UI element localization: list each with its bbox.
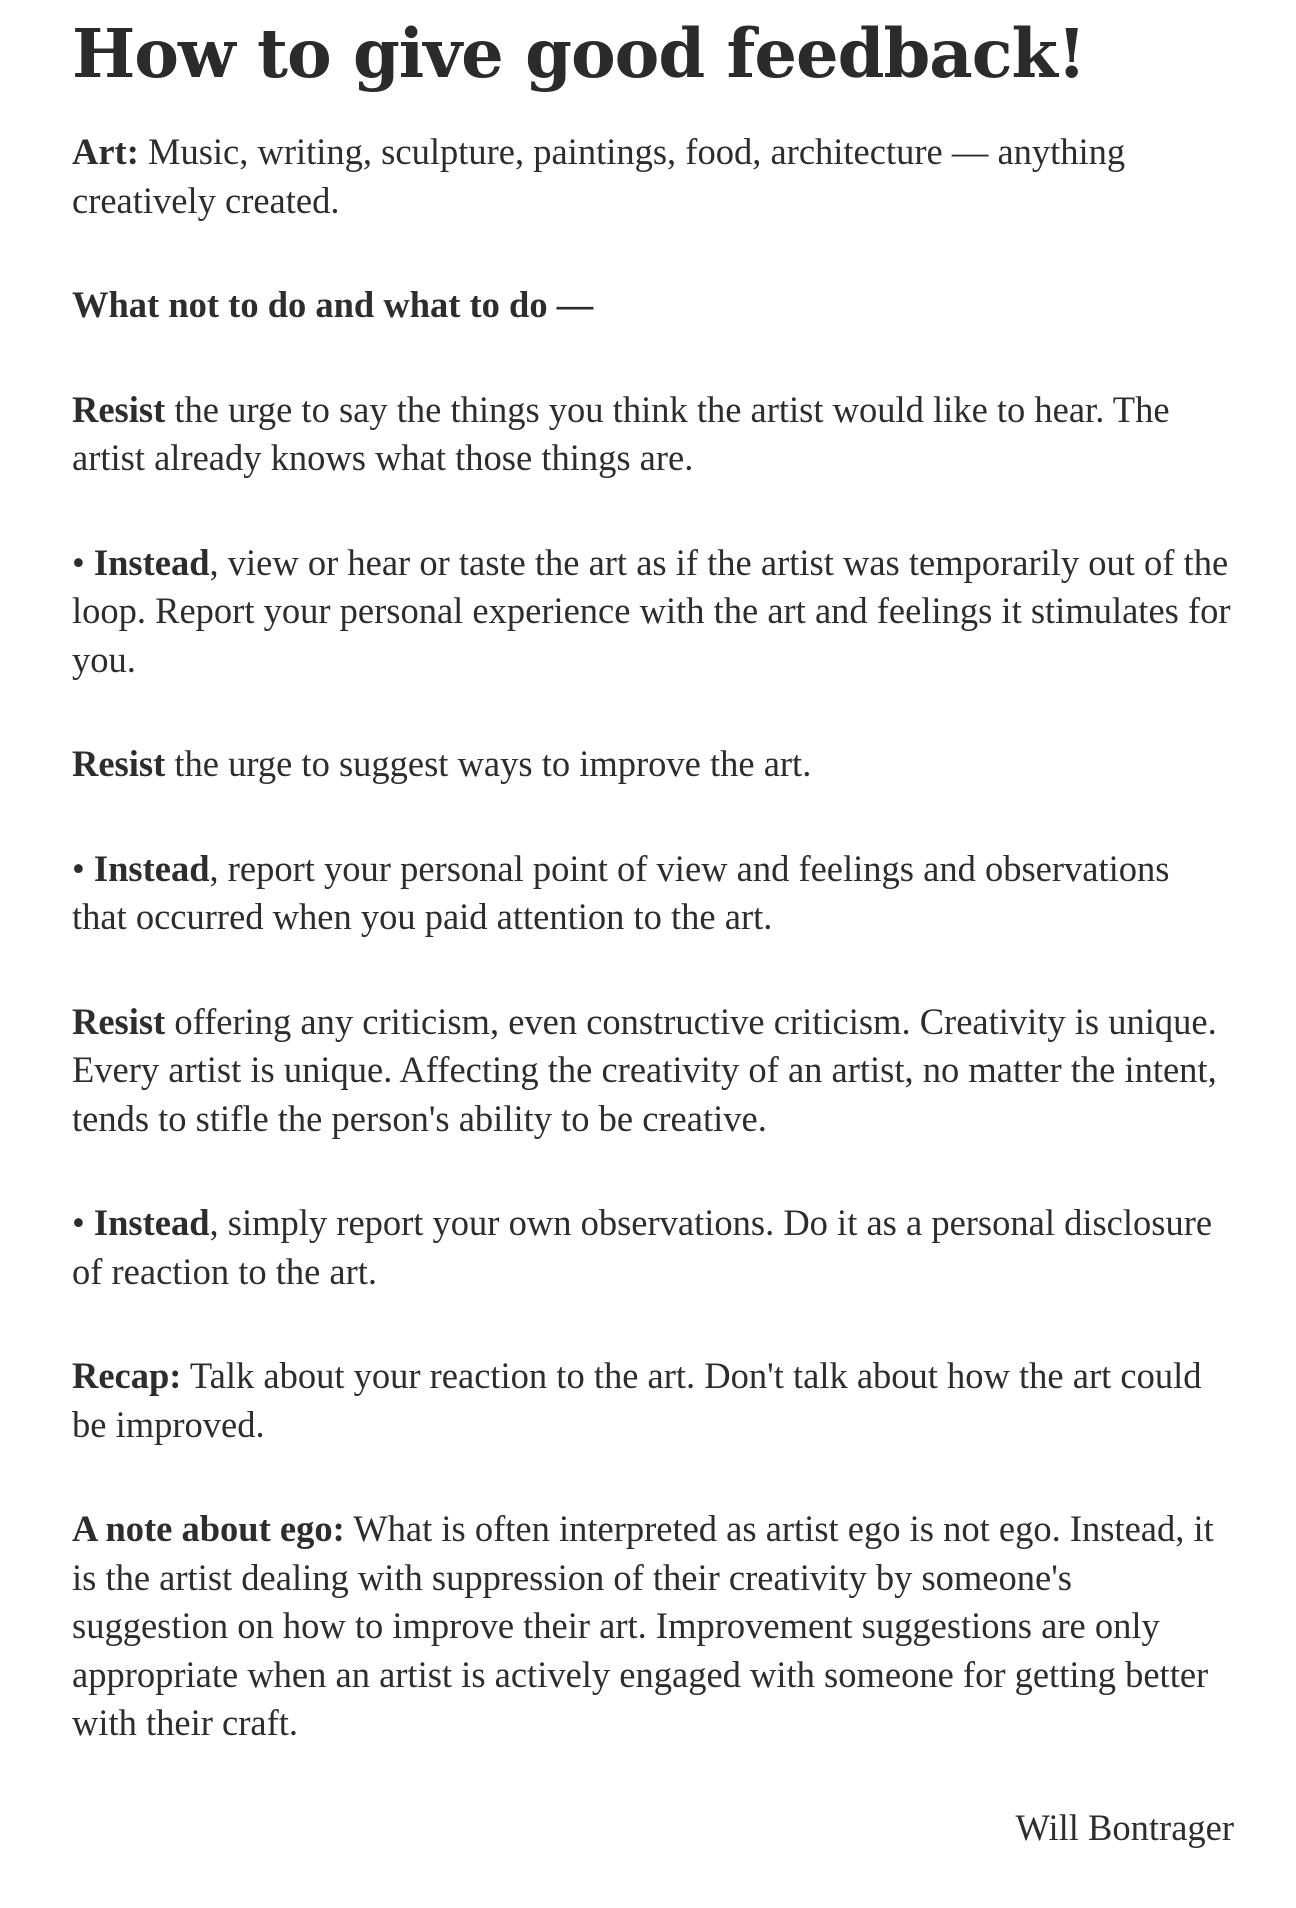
author-signature: Will Bontrager [1015,1806,1234,1848]
resist-lead: Resist [72,1000,166,1042]
ego-note-text: What is often interpreted as artist ego is not ego. Instead, it is the artist dealing with suppression of their creativity by someone's suggestion on how to improve their art. Improvement suggestions are only appropriate when an artist is actively engaged with someone for getting better with their craft. [72,1508,1214,1743]
recap-paragraph [72,1352,1232,1449]
instead-paragraph-1 [72,539,1232,685]
resist-text: offering any criticism, even constructive criticism. Creativity is unique. Every artist is unique. Affecting the creativity of an artist, no matter the intent, tends to stifle the person's ability to be creative. [72,1000,1217,1139]
resist-paragraph-1 [72,386,1232,483]
ego-note-paragraph [72,1505,1232,1748]
instead-lead: Instead [93,847,210,889]
page-title: How to give good feedback! [72,14,1086,93]
instead-paragraph-3 [72,1199,1232,1296]
bullet-icon: • [72,847,94,889]
intro-heading-text: What not to do and what to do — [72,284,594,325]
bullet-icon: • [72,1202,94,1243]
recap-lead: Recap: [72,1355,182,1396]
art-definition [72,128,1232,225]
art-definition-text: Music, writing, sculpture, paintings, food, architecture — anything creatively created. [72,131,1126,221]
recap-text: Talk about your reaction to the art. Don't talk about how the art could be improved. [72,1355,1202,1445]
instead-lead: Instead [93,1202,210,1243]
bullet-icon: • [72,541,94,583]
intro-heading [72,281,1232,330]
ego-note-lead: A note about ego: [72,1508,345,1549]
resist-lead: Resist [72,388,166,430]
resist-paragraph-2 [72,740,1232,789]
instead-text: , view or hear or taste the art as if the artist was temporarily out of the loop. Report your personal experience with the art and feelings it stimulates for you. [72,541,1231,680]
art-definition-lead: Art: [72,131,139,172]
resist-text: the urge to suggest ways to improve the art. [165,743,812,784]
resist-paragraph-3 [72,998,1232,1144]
instead-paragraph-2 [72,845,1232,942]
article [72,0,1232,1908]
instead-lead: Instead [93,541,210,583]
resist-lead: Resist [72,743,166,784]
instead-text: , report your personal point of view and feelings and observations that occurred when you paid attention to the art. [72,847,1170,937]
instead-text: , simply report your own observations. Do it as a personal disclosure of reaction to the art. [72,1202,1213,1292]
resist-text: the urge to say the things you think the artist would like to hear. The artist already knows what those things are. [72,388,1170,478]
